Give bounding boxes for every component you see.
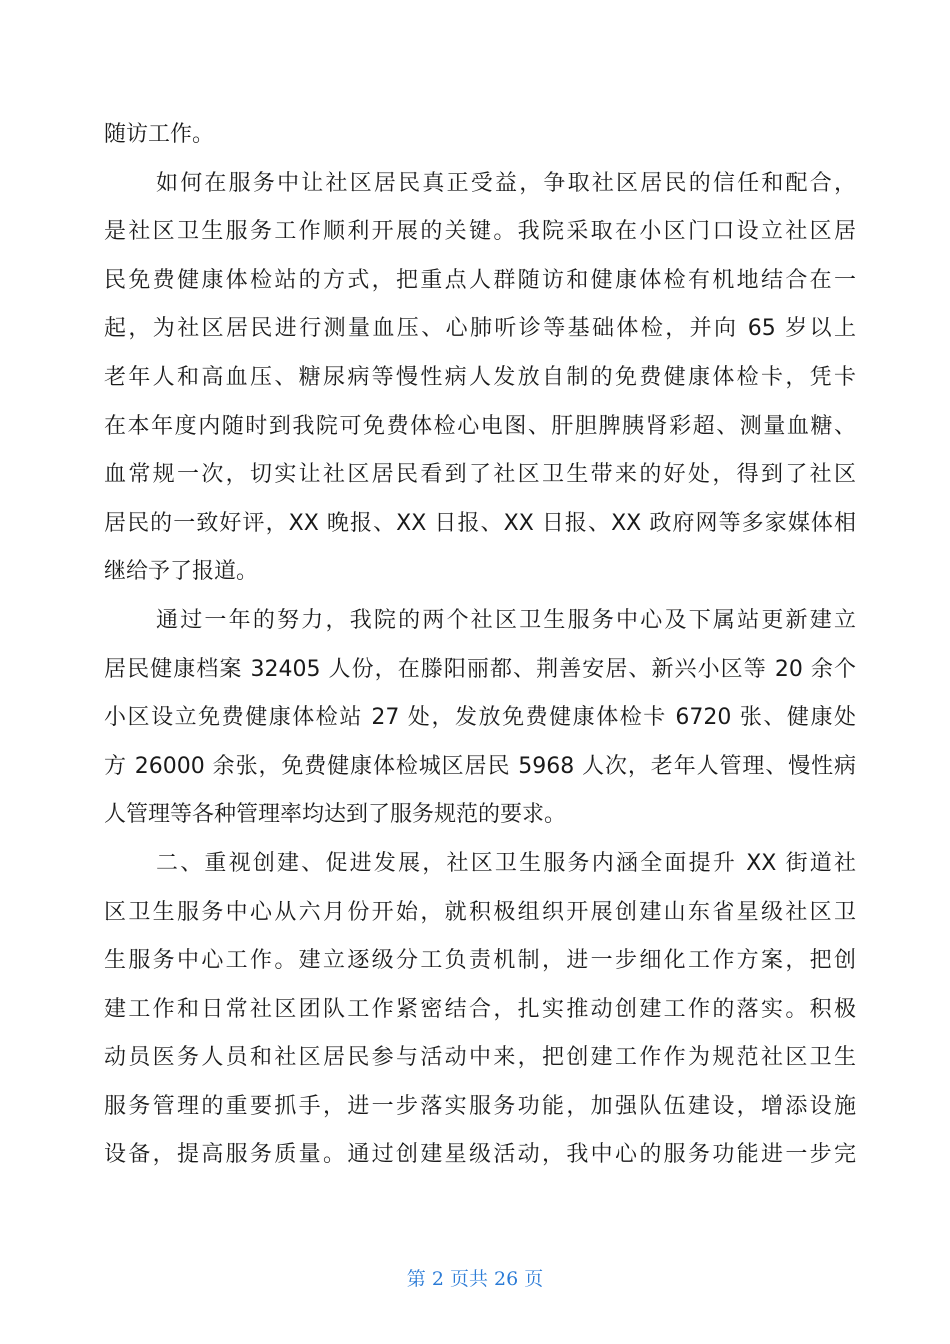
page-number-footer: 第 2 页共 26 页 (406, 1268, 544, 1290)
text-line: 服务管理的重要抓手，进一步落实服务功能，加强队伍建设，增添设施 (104, 1093, 856, 1119)
text-line: 如何在服务中让社区居民真正受益，争取社区居民的信任和配合， (156, 170, 856, 196)
text-line: 人管理等各种管理率均达到了服务规范的要求。 (104, 802, 567, 828)
text-line: 继给予了报道。 (104, 559, 259, 585)
text-line: 通过一年的努力，我院的两个社区卫生服务中心及下属站更新建立 (156, 607, 856, 633)
text-line: 设备，提高服务质量。通过创建星级活动，我中心的服务功能进一步完 (104, 1142, 856, 1168)
text-line: 方 26000 余张，免费健康体检城区居民 5968 人次，老年人管理、慢性病 (104, 753, 856, 779)
text-line: 在本年度内随时到我院可免费体检心电图、肝胆脾胰肾彩超、测量血糖、 (104, 413, 856, 439)
text-line: 小区设立免费健康体检站 27 处，发放免费健康体检卡 6720 张、健康处 (104, 705, 856, 731)
text-line: 随访工作。 (104, 122, 215, 147)
text-line: 居民健康档案 32405 人份，在滕阳丽都、荆善安居、新兴小区等 20 余个 (104, 656, 856, 682)
text-line: 居民的一致好评，XX 晚报、XX 日报、XX 日报、XX 政府网等多家媒体相 (104, 510, 856, 536)
text-line: 建工作和日常社区团队工作紧密结合，扎实推动创建工作的落实。积极 (104, 996, 856, 1022)
text-line: 是社区卫生服务工作顺利开展的关键。我院采取在小区门口设立社区居 (104, 219, 856, 245)
text-line: 动员医务人员和社区居民参与活动中来，把创建工作作为规范社区卫生 (104, 1045, 856, 1071)
text-line: 血常规一次，切实让社区居民看到了社区卫生带来的好处，得到了社区 (104, 462, 856, 488)
text-line: 民免费健康体检站的方式，把重点人群随访和健康体检有机地结合在一 (104, 267, 856, 293)
text-line: 起，为社区居民进行测量血压、心肺听诊等基础体检，并向 65 岁以上 (104, 316, 856, 342)
body-text (104, 111, 856, 1180)
text-line: 区卫生服务中心从六月份开始，就积极组织开展创建山东省星级社区卫 (104, 899, 856, 925)
text-line: 生服务中心工作。建立逐级分工负责机制，进一步细化工作方案，把创 (104, 948, 856, 974)
text-line: 二、重视创建、促进发展，社区卫生服务内涵全面提升 XX 街道社 (156, 850, 856, 876)
text-line: 老年人和高血压、糖尿病等慢性病人发放自制的免费健康体检卡，凭卡 (104, 364, 856, 390)
